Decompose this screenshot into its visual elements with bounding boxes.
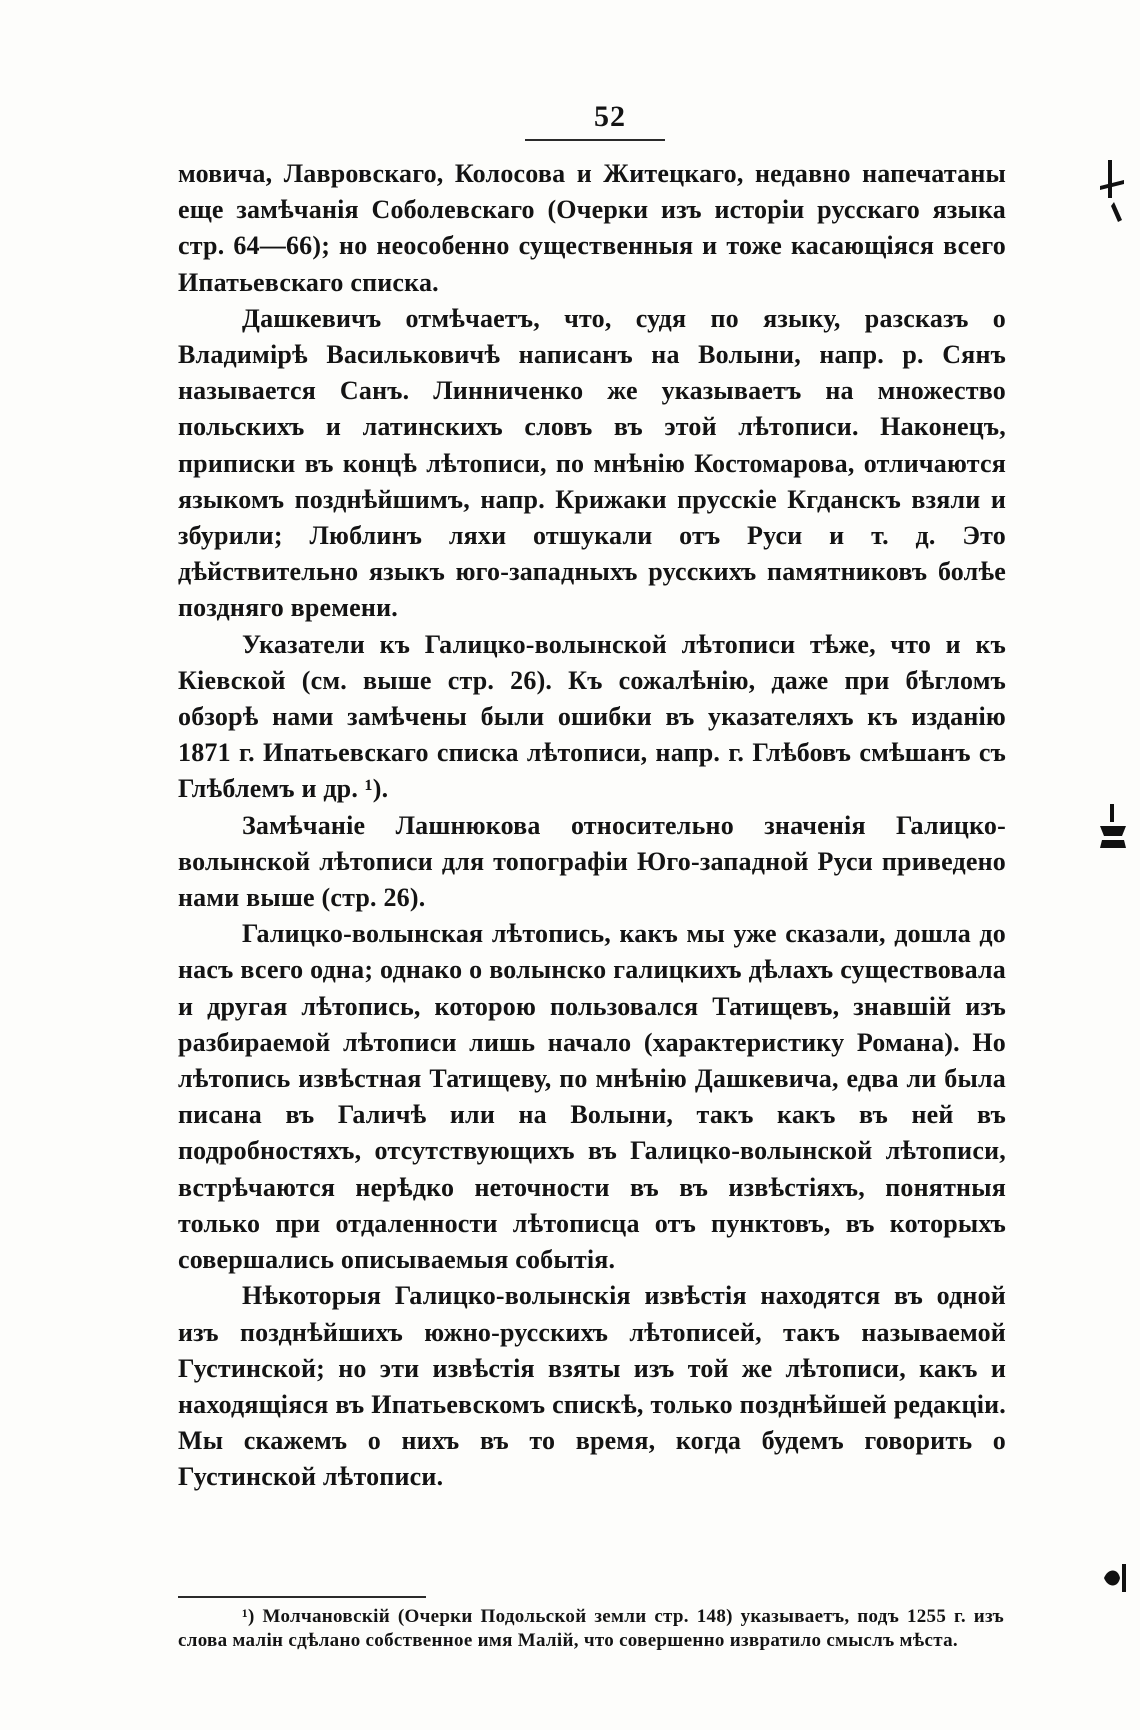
paragraph-6: Нѣкоторыя Галицко-волынскія извѣстія находятся въ одной изъ позднѣйшихъ южно-русскихъ лѣтописей, такъ называемой Густинской; но эти извѣстія взяты изъ той же лѣтописи, какъ и находящіяся въ Ипатьевскомъ спискѣ, только позднѣйшей редакціи. Мы скажемъ о нихъ въ то время, когда будемъ говорить о Густинской лѣтописи. [178, 1281, 1006, 1492]
page-number: 52 [594, 100, 626, 133]
footnote-rule [178, 1596, 426, 1598]
margin-scan-mark-3 [1098, 1558, 1130, 1598]
paragraph-2: Дашкевичъ отмѣчаетъ, что, судя по языку, разсказъ о Владимірѣ Васильковичѣ написанъ на Волыни, напр. р. Сянъ называется Санъ. Линниченко же указываетъ на множество польскихъ и латинскихъ словъ въ этой лѣтописи. Наконецъ, приписки въ концѣ лѣтописи, по мнѣнію Костомарова, отличаются языкомъ позднѣйшимъ, напр. Крижаки прусскіе Кгданскъ взяли и збурили; Люблинъ ляхи отшукали отъ Руси и т. д. Это дѣйствительно языкъ юго-западныхъ русскихъ памятниковъ болѣе поздняго времени. [178, 303, 1006, 623]
paragraph-4: Замѣчаніе Лашнюкова относительно значенія Галицко-волынской лѣтописи для топографіи Юго-западной Руси приведено нами выше (стр. 26). [178, 810, 1006, 913]
main-text [178, 156, 1006, 1496]
paragraph-3: Указатели къ Галицко-волынской лѣтописи тѣже, что и къ Кіевской (см. выше стр. 26). Къ сожалѣнію, даже при бѣгломъ обзорѣ нами замѣчены были ошибки въ указателяхъ къ изданію 1871 г. Ипатьевскаго списка лѣтописи, напр. г. Глѣбовъ смѣшанъ съ Глѣблемъ и др. ¹). [178, 629, 1006, 804]
header-rule [525, 139, 665, 141]
margin-scan-mark-1 [1098, 158, 1128, 228]
paragraph-5: Галицко-волынская лѣтопись, какъ мы уже сказали, дошла до насъ всего одна; однако о волынско галицкихъ дѣлахъ существовала и другая лѣтопись, которою пользовался Татищевъ, знавшій изъ разбираемой лѣтописи лишь начало (характеристику Романа). Но лѣтопись извѣстная Татищеву, по мнѣнію Дашкевича, едва ли была писана въ Галичѣ или на Волыни, такъ какъ въ ней въ подробностяхъ, отсутствующихъ въ Галицко-волынской лѣтописи, встрѣчаются нерѣдко неточности въ въ извѣстіяхъ, понятныя только при отдаленности лѣтописца отъ пунктовъ, въ которыхъ совершались описываемыя событія. [178, 919, 1006, 1275]
margin-scan-mark-2 [1098, 802, 1128, 852]
paragraph-1: мовича, Лавровскаго, Колосова и Житецкаго, недавно напечатаны еще замѣчанія Соболевскаго (Очерки изъ исторіи русскаго языка стр. 64—66); но неособенно существенныя и тоже касающіяся всего Ипатьевскаго списка. [178, 159, 1006, 297]
footnote: ¹) Молчановскій (Очерки Подольской земли стр. 148) указываетъ, подъ 1255 г. изъ слова малін сдѣлано собственное имя Малій, что совершенно извратило смыслъ мѣста. [178, 1606, 1004, 1651]
